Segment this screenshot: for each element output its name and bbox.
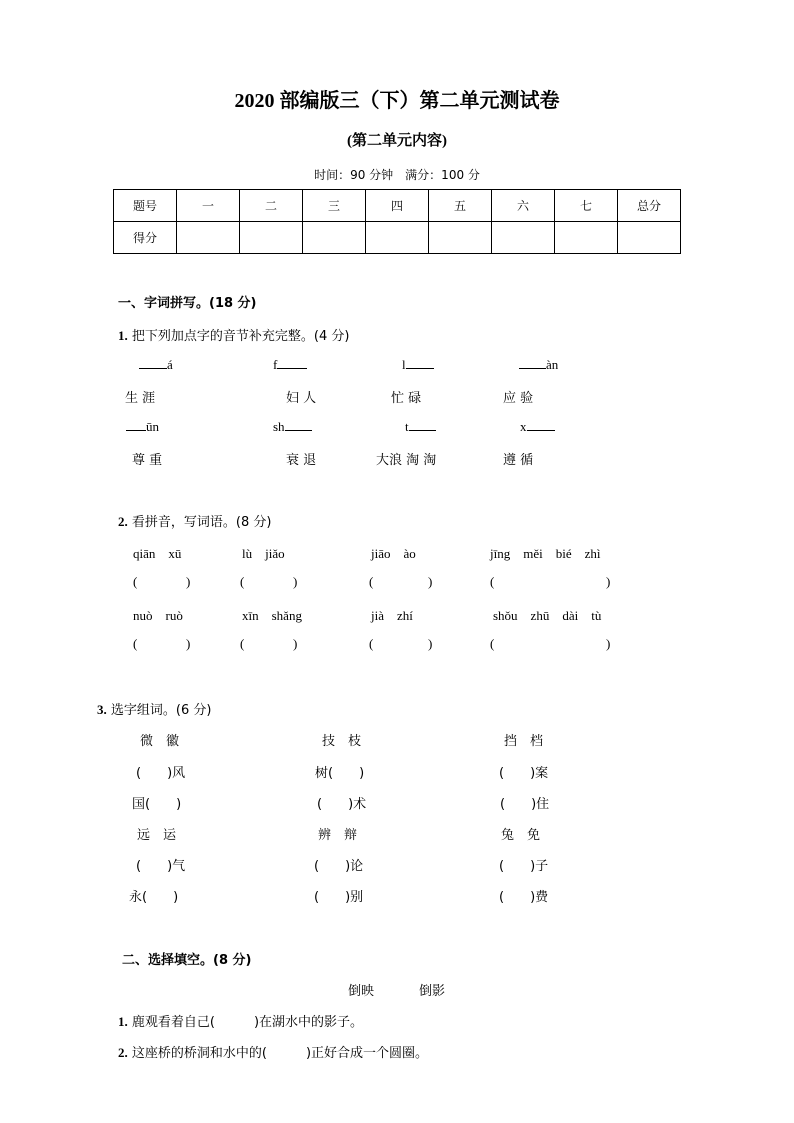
char-pair: 兔 免 [501,828,541,843]
fill-in-word[interactable]: ( )案 [499,766,549,781]
answer-paren-close[interactable]: ) [186,636,191,651]
table-cell: 六 [492,190,555,222]
pinyin-prompt: lù jiǎo [242,546,285,561]
answer-paren-close[interactable]: ) [428,636,433,651]
score-input-cell[interactable] [303,222,366,254]
question-number: 1. [118,1014,128,1029]
char-pair: 远 运 [137,828,177,843]
page-title: 2020 部编版三（下）第二单元测试卷 [234,90,560,112]
score-input-cell[interactable] [555,222,618,254]
page-subtitle: (第二单元内容) [347,133,447,149]
char-pair: 技 枝 [322,734,362,749]
score-input-cell[interactable] [429,222,492,254]
score-table-header-row [114,190,681,222]
pinyin-prompt: jià zhí [371,608,413,623]
fill-in-word[interactable]: 树( ) [315,766,365,781]
question-text: 选字组词。(6 分) [110,703,212,718]
option-word: 倒映 [348,984,375,999]
answer-line[interactable] [406,356,434,369]
question-2 [118,511,271,530]
section-heading: 二、选择填空。(8 分) [122,953,252,968]
answer-line[interactable] [285,418,312,431]
pinyin-prompt: jiāo ào [371,546,416,561]
fill-in-word[interactable]: 国( ) [132,797,182,812]
question-text: 鹿观看着自己( )在湖水中的影子。 [131,1015,364,1030]
option-word: 倒影 [419,984,446,999]
question-number: 3. [97,702,107,717]
table-cell: 五 [429,190,492,222]
table-cell: 四 [366,190,429,222]
table-cell: 得分 [114,222,177,254]
answer-paren-open[interactable]: ( [240,574,245,589]
answer-line[interactable] [409,418,436,431]
answer-paren-open[interactable]: ( [369,574,374,589]
answer-paren-open[interactable]: ( [490,636,495,651]
score-input-cell[interactable] [177,222,240,254]
table-cell: 一 [177,190,240,222]
fill-question-1 [118,1011,363,1030]
pinyin-prompt: qiān xū [133,546,182,561]
pinyin-fragment: t [405,419,409,434]
char-pair: 微 徽 [140,734,180,749]
pinyin-blank[interactable] [520,418,555,435]
score-input-cell[interactable] [492,222,555,254]
pinyin-blank[interactable] [519,356,558,373]
score-input-cell[interactable] [618,222,681,254]
answer-line[interactable] [519,356,546,369]
word-with-dotted-char: 大浪 淘 淘 [376,453,437,468]
answer-line[interactable] [139,356,167,369]
question-number: 2. [118,514,128,529]
answer-paren-close[interactable]: ) [293,574,298,589]
answer-paren-close[interactable]: ) [606,636,611,651]
question-text: 把下列加点字的音节补充完整。(4 分) [131,329,350,344]
char-pair: 挡 档 [504,734,544,749]
fill-in-word[interactable]: ( )别 [314,890,364,905]
time-info: 时间：90 分钟 满分：100 分 [314,168,480,182]
fill-in-word[interactable]: ( )术 [317,797,367,812]
score-input-cell[interactable] [366,222,429,254]
pinyin-fragment: á [167,357,173,372]
fill-in-word[interactable]: ( )论 [314,859,364,874]
pinyin-blank[interactable] [402,356,434,373]
score-table [113,189,681,254]
fill-in-word[interactable]: ( )子 [499,859,549,874]
question-text: 看拼音，写词语。(8 分) [131,515,272,530]
table-cell: 二 [240,190,303,222]
pinyin-prompt: nuò ruò [133,608,183,623]
question-text: 这座桥的桥洞和水中的( )正好合成一个圆圈。 [131,1046,429,1061]
table-cell: 七 [555,190,618,222]
answer-line[interactable] [277,356,307,369]
question-number: 1. [118,328,128,343]
char-pair: 辨 辩 [318,828,358,843]
fill-in-word[interactable]: ( )住 [500,797,550,812]
score-table-score-row [114,222,681,254]
pinyin-prompt: jīng měi bié zhì [490,546,601,561]
word-with-dotted-char: 衰 退 [286,453,317,468]
pinyin-blank[interactable] [126,418,159,435]
fill-in-word[interactable]: ( )费 [499,890,549,905]
pinyin-blank[interactable] [273,418,312,435]
pinyin-fragment: àn [546,357,559,372]
answer-line[interactable] [527,418,555,431]
table-cell: 三 [303,190,366,222]
pinyin-prompt: xīn shǎng [242,608,302,623]
question-number: 2. [118,1045,128,1060]
word-with-dotted-char: 生 涯 [125,391,156,406]
score-input-cell[interactable] [240,222,303,254]
answer-paren-open[interactable]: ( [490,574,495,589]
word-with-dotted-char: 尊 重 [132,453,163,468]
word-with-dotted-char: 妇 人 [286,391,317,406]
fill-in-word[interactable]: 永( ) [129,890,179,905]
section-heading: 一、字词拼写。(18 分) [118,296,257,311]
answer-paren-close[interactable]: ) [606,574,611,589]
word-with-dotted-char: 忙 碌 [391,391,422,406]
answer-paren-open[interactable]: ( [240,636,245,651]
answer-paren-close[interactable]: ) [186,574,191,589]
answer-paren-open[interactable]: ( [133,574,138,589]
answer-line[interactable] [126,418,146,431]
pinyin-fragment: l [402,357,406,372]
fill-question-2 [118,1042,428,1061]
answer-paren-close[interactable]: ) [293,636,298,651]
pinyin-fragment: sh [273,419,285,434]
answer-paren-close[interactable]: ) [428,574,433,589]
table-cell: 题号 [114,190,177,222]
pinyin-blank[interactable] [405,418,436,435]
answer-paren-open[interactable]: ( [133,636,138,651]
fill-in-word[interactable]: ( )气 [136,859,186,874]
pinyin-blank[interactable] [139,356,173,373]
pinyin-prompt: shǒu zhū dài tù [493,608,602,623]
question-3 [97,699,211,718]
pinyin-fragment: x [520,419,527,434]
table-cell: 总分 [618,190,681,222]
pinyin-fragment: ūn [146,419,159,434]
pinyin-fragment: f [273,357,278,372]
answer-paren-open[interactable]: ( [369,636,374,651]
question-1 [118,325,349,344]
fill-in-word[interactable]: ( )风 [136,766,186,781]
word-with-dotted-char: 遵 循 [503,453,534,468]
word-with-dotted-char: 应 验 [503,391,534,406]
pinyin-blank[interactable] [273,356,307,373]
